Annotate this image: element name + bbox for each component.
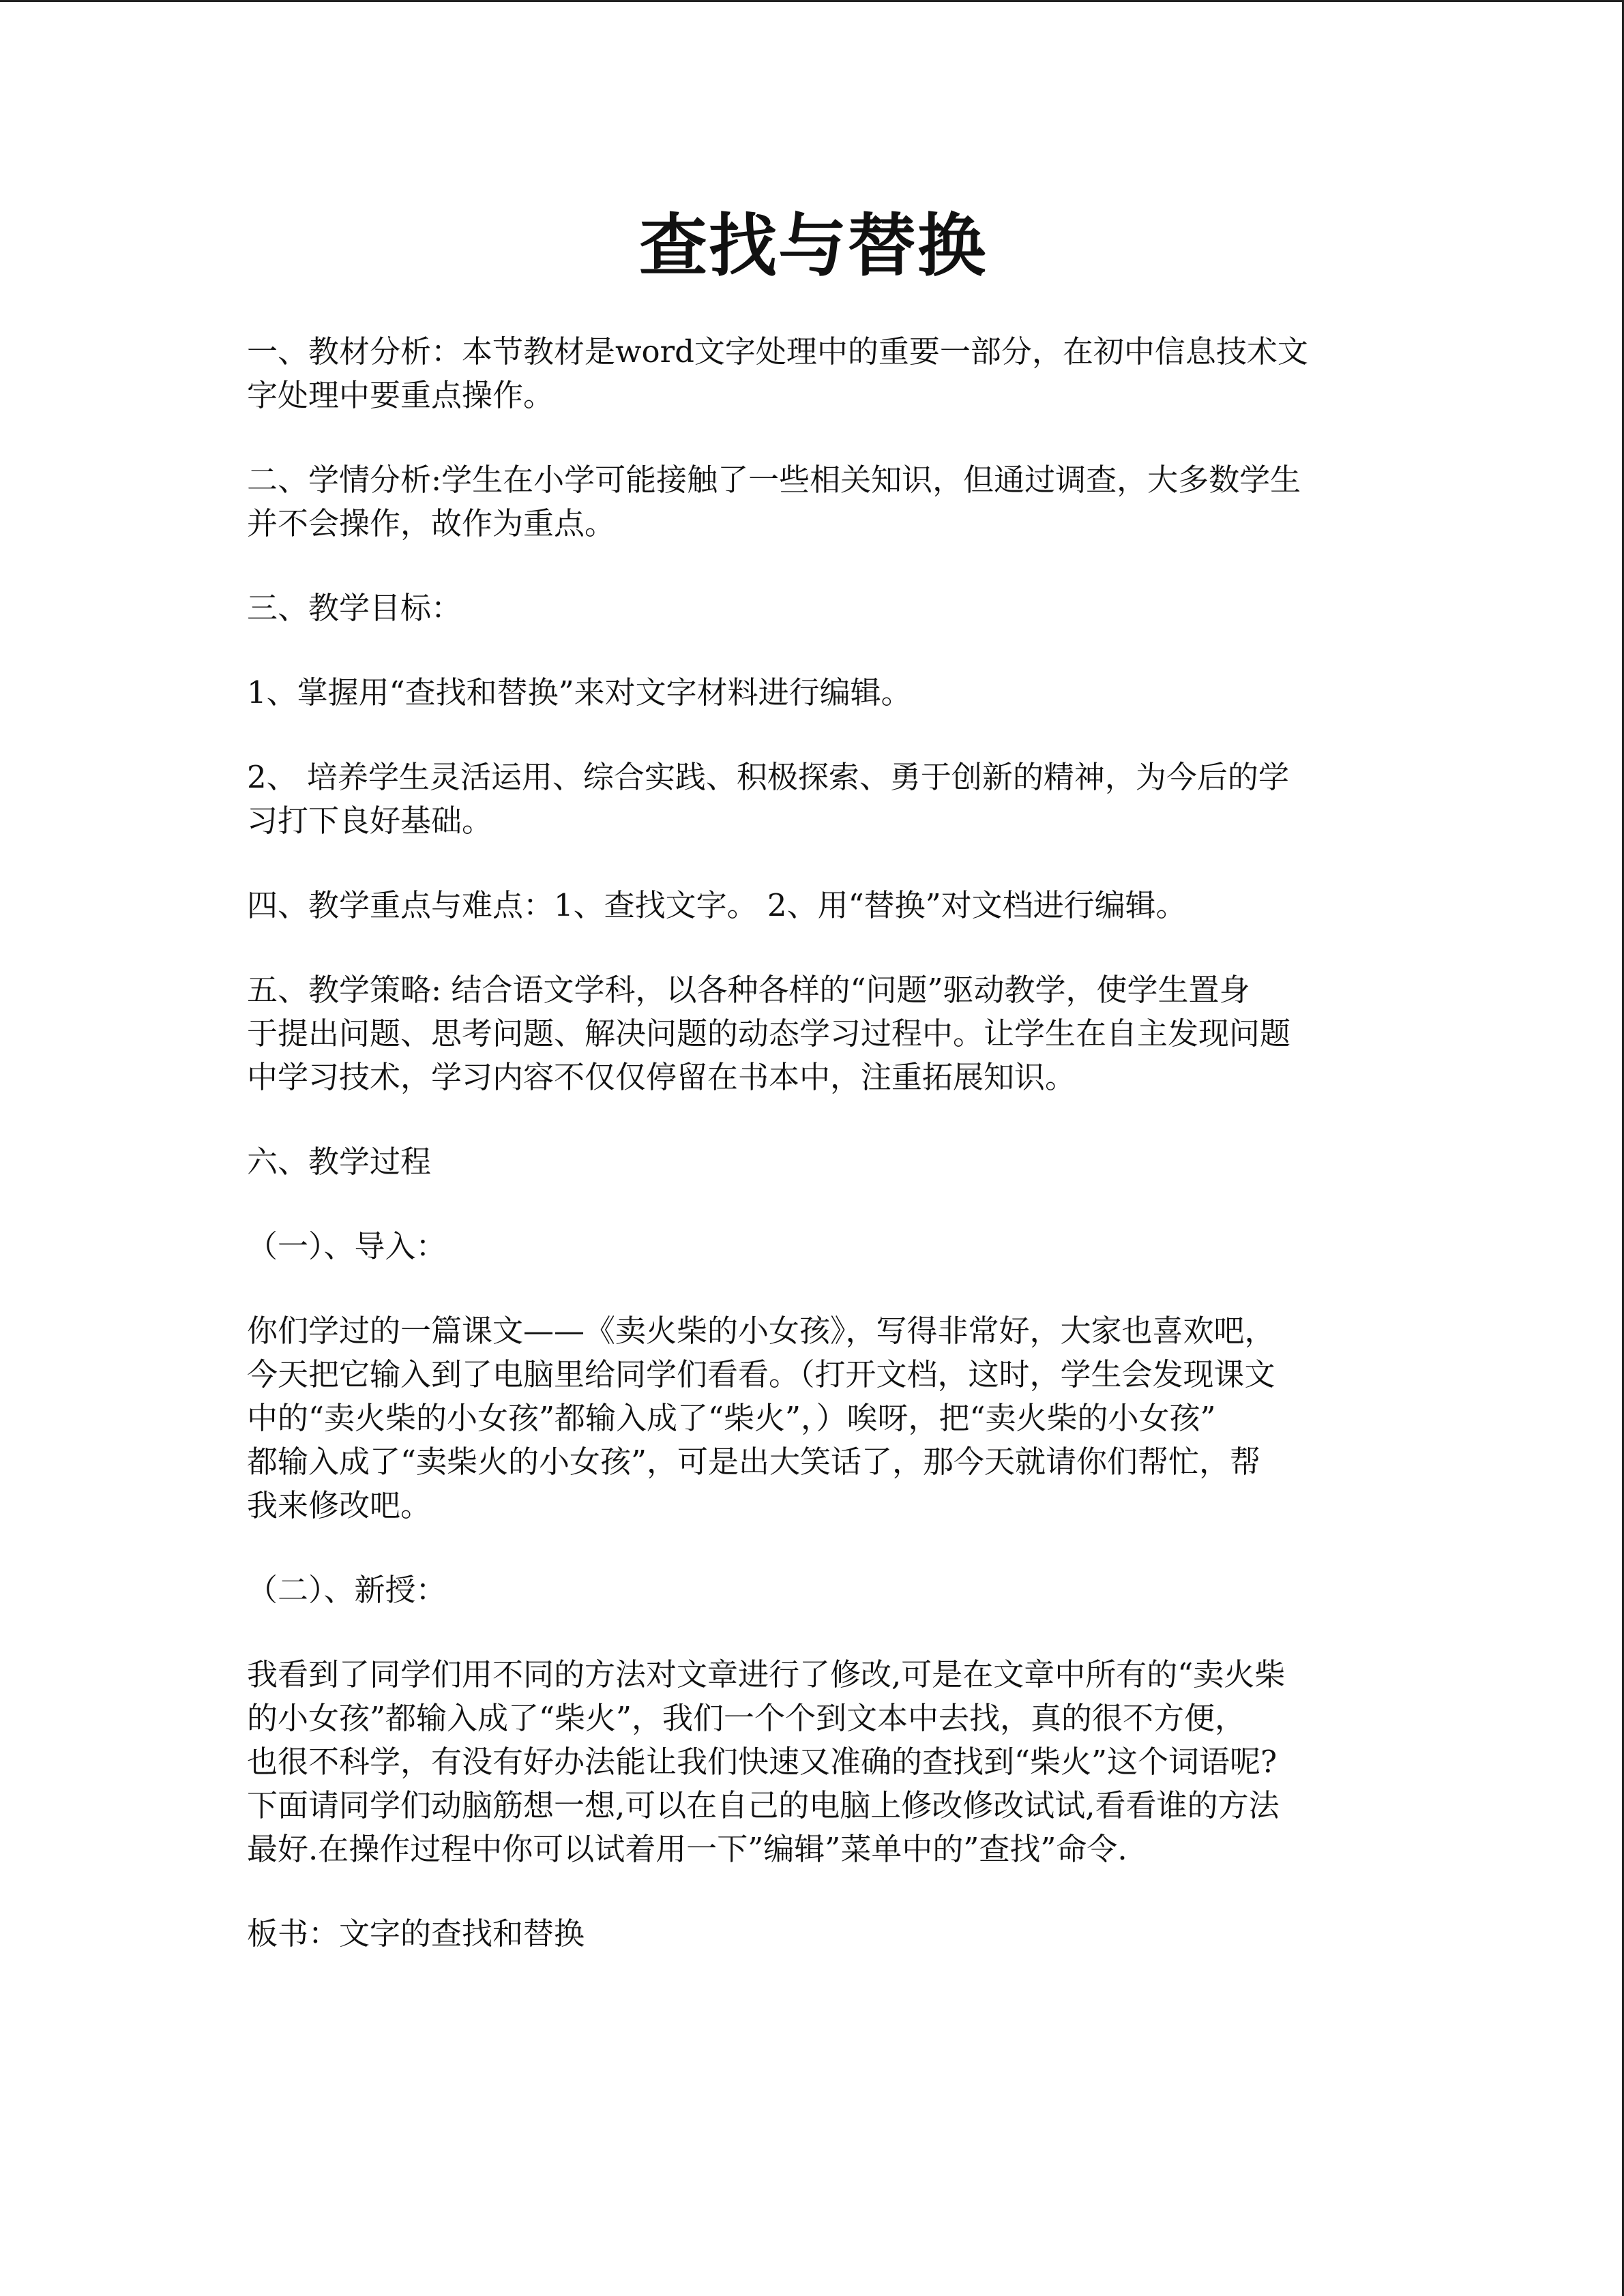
- paragraph: [247, 756, 1379, 843]
- document-body: [247, 330, 1379, 1956]
- paragraph-line: 一、教材分析：本节教材是word文字处理中的重要一部分，在初中信息技术文: [247, 333, 1308, 370]
- paragraph-line: 板书：文字的查找和替换: [247, 1915, 585, 1952]
- paragraph-line: 于提出问题、思考问题、解决问题的动态学习过程中。让学生在自主发现问题: [247, 1015, 1291, 1052]
- paragraph: [247, 1568, 1379, 1612]
- paragraph: [247, 330, 1379, 417]
- page-top-border: [0, 0, 1624, 2]
- paragraph-line: 最好.在操作过程中你可以试着用一下”编辑”菜单中的”查找”命令.: [247, 1831, 1127, 1867]
- paragraph-line: （二）、新授：: [247, 1572, 447, 1608]
- paragraph: [247, 1225, 1379, 1268]
- paragraph: [247, 968, 1379, 1099]
- document-title: 查找与替换: [639, 205, 987, 286]
- paragraph-line: 中的“卖火柴的小女孩”都输入成了“柴火”，）唉呀，把“卖火柴的小女孩”: [247, 1400, 1216, 1436]
- paragraph-line: 都输入成了“卖柴火的小女孩”，可是出大笑话了，那今天就请你们帮忙，帮: [247, 1444, 1261, 1480]
- paragraph-line: 的小女孩”都输入成了“柴火”，我们一个个到文本中去找，真的很不方便，: [247, 1700, 1246, 1736]
- paragraph: [247, 884, 1379, 927]
- paragraph: [247, 1912, 1379, 1956]
- paragraph-line: 2、 培养学生灵活运用、综合实践、积极探索、勇于创新的精神，为今后的学: [247, 759, 1289, 795]
- paragraph-line: 四、教学重点与难点：1、查找文字。 2、用“替换”对文档进行编辑。: [247, 887, 1187, 923]
- paragraph: [247, 1140, 1379, 1184]
- paragraph-line: 今天把它输入到了电脑里给同学们看看。（打开文档，这时，学生会发现课文: [247, 1356, 1275, 1392]
- document-page: [247, 205, 1379, 1997]
- paragraph-line: 中学习技术，学习内容不仅仅停留在书本中，注重拓展知识。: [247, 1059, 1076, 1095]
- paragraph-line: 二、学情分析:学生在小学可能接触了一些相关知识，但通过调查，大多数学生: [247, 462, 1301, 498]
- paragraph-line: 五、教学策略: 结合语文学科，以各种各样的“问题”驱动教学，使学生置身: [247, 972, 1250, 1008]
- paragraph-line: 我来修改吧。: [247, 1487, 432, 1523]
- paragraph-line: 习打下良好基础。: [247, 803, 493, 839]
- paragraph-line: 你们学过的一篇课文——《卖火柴的小女孩》，写得非常好，大家也喜欢吧，: [247, 1313, 1275, 1349]
- paragraph-line: 1、掌握用“查找和替换”来对文字材料进行编辑。: [247, 674, 912, 711]
- paragraph: [247, 1309, 1379, 1527]
- paragraph-line: 六、教学过程: [247, 1144, 432, 1180]
- paragraph-line: 我看到了同学们用不同的方法对文章进行了修改,可是在文章中所有的“卖火柴: [247, 1656, 1286, 1693]
- paragraph-line: 字处理中要重点操作。: [247, 377, 555, 413]
- paragraph: [247, 1653, 1379, 1871]
- paragraph: [247, 671, 1379, 715]
- paragraph-line: 下面请同学们动脑筋想一想,可以在自己的电脑上修改修改试试,看看谁的方法: [247, 1787, 1280, 1823]
- paragraph-line: 三、教学目标：: [247, 590, 462, 626]
- paragraph-line: 并不会操作，故作为重点。: [247, 505, 616, 541]
- paragraph-line: （一）、导入：: [247, 1228, 447, 1264]
- paragraph: [247, 586, 1379, 630]
- paragraph: [247, 458, 1379, 546]
- paragraph-line: 也很不科学，有没有好办法能让我们快速又准确的查找到“柴火”这个词语呢?: [247, 1744, 1278, 1780]
